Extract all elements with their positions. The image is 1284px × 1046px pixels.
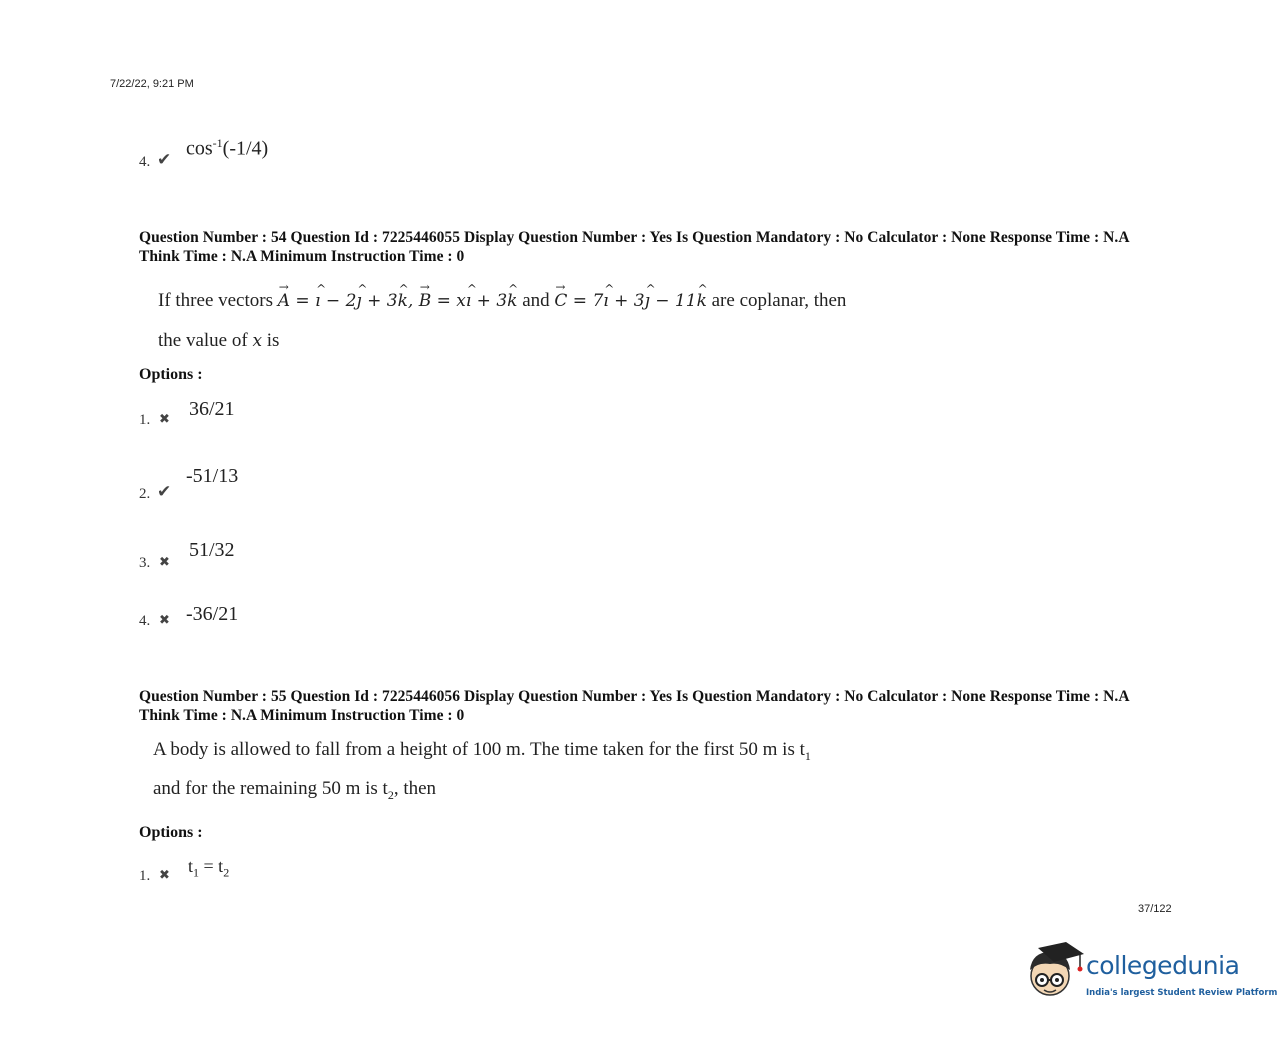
option-value: -36/21: [186, 603, 239, 625]
wrong-cross-icon: ✖: [159, 867, 170, 882]
question-text-line: If three vectors → A = ^ ı − 2^ ȷ + 3^ k, → B = x^ ı + 3^ k and → C = 7^ ı + 3^ ȷ − 11^ k are coplanar, then: [158, 290, 846, 312]
page-number: 37/122: [1138, 903, 1172, 915]
question-text-line: A body is allowed to fall from a height of 100 m. The time taken for the first 50 m is $t_1$: [153, 739, 811, 763]
correct-check-icon: ✔: [157, 150, 172, 169]
wrong-cross-icon: ✖: [159, 411, 170, 426]
question-text-line: the value of x is: [158, 330, 280, 351]
correct-check-icon: ✔: [157, 482, 172, 501]
options-label: Options :: [139, 366, 203, 383]
question-text-line: and for the remaining 50 m is $t_2$, then: [153, 778, 437, 802]
wrong-cross-icon: ✖: [159, 612, 170, 627]
option-value: 51/32: [189, 539, 235, 561]
brand-tagline: India's largest Student Review Platform: [1086, 988, 1278, 998]
wrong-cross-icon: ✖: [159, 554, 170, 569]
option-number: 2.: [139, 486, 151, 502]
option-number: 3.: [139, 555, 151, 571]
question-meta: Question Number : 54 Question Id : 7225446055 Display Question Number : Yes Is Question Mandatory : No Calculator : None Response Time : N.A Think Time : N.A Minimum Instruction Time : 0: [139, 229, 1129, 265]
question-meta: Question Number : 55 Question Id : 7225446056 Display Question Number : Yes Is Question Mandatory : No Calculator : None Response Time : N.A Think Time : N.A Minimum Instruction Time : 0: [139, 688, 1129, 724]
option-number: 4.: [139, 154, 151, 170]
print-timestamp: 7/22/22, 9:21 PM: [110, 78, 194, 90]
option-number: 4.: [139, 613, 151, 629]
options-label: Options :: [139, 824, 203, 841]
option-number: 1.: [139, 868, 151, 884]
option-number: 1.: [139, 412, 151, 428]
option-value: $\cos^{-1}(-1/4)$: [186, 136, 269, 160]
brand-name: collegedunia: [1086, 951, 1240, 980]
option-value: -51/13: [186, 465, 239, 487]
option-value: 36/21: [189, 398, 235, 420]
student-mascot-icon: [1024, 940, 1086, 1004]
option-value: $t_1 = t_2$: [188, 856, 230, 880]
